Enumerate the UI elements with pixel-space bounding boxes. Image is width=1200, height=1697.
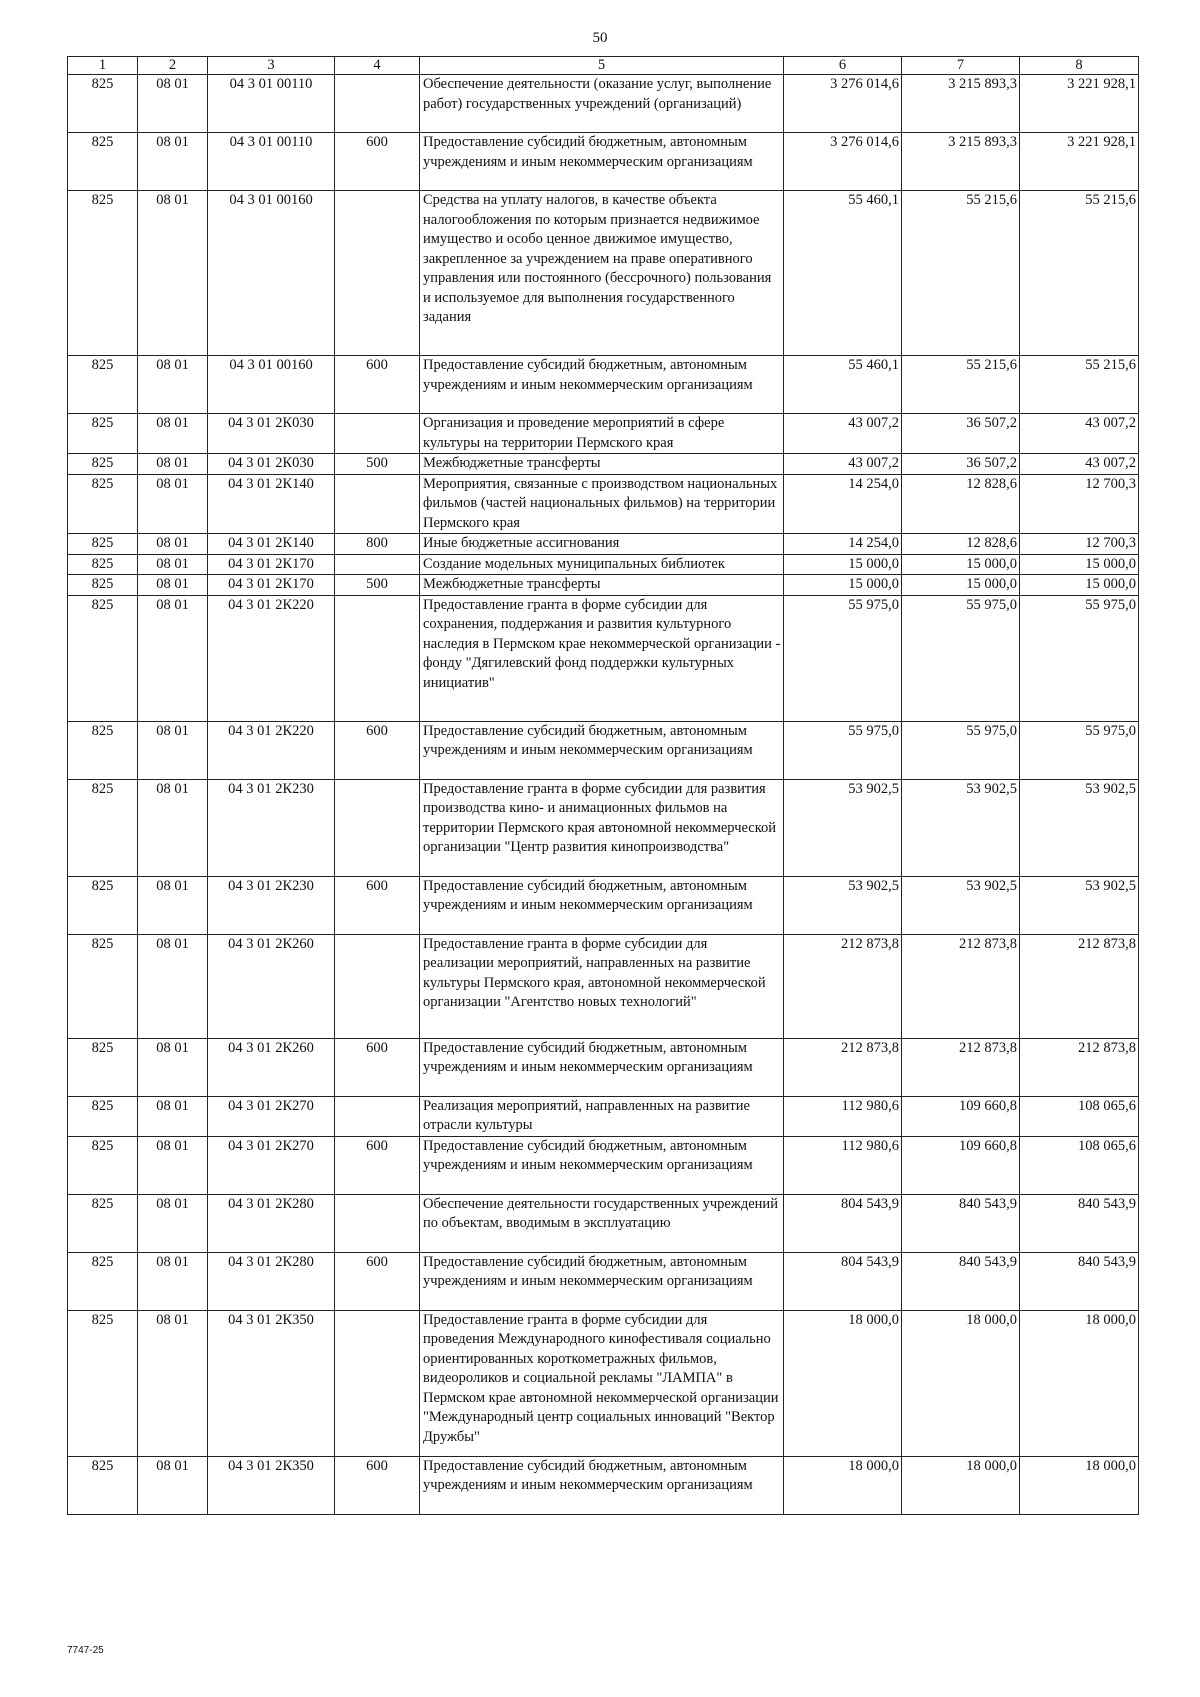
description-cell: Создание модельных муниципальных библиотек xyxy=(420,554,784,575)
expense-type-cell xyxy=(335,191,420,356)
section-code-cell: 08 01 xyxy=(138,474,208,534)
section-code-cell: 08 01 xyxy=(138,1096,208,1136)
amount-col7-cell: 55 975,0 xyxy=(902,595,1020,721)
amount-col8-cell: 108 065,6 xyxy=(1020,1096,1139,1136)
amount-col6-cell: 43 007,2 xyxy=(784,454,902,475)
section-code-cell: 08 01 xyxy=(138,356,208,414)
expense-type-cell: 600 xyxy=(335,356,420,414)
target-article-cell: 04 3 01 2К140 xyxy=(208,534,335,555)
amount-col7-cell: 15 000,0 xyxy=(902,575,1020,596)
description-cell: Обеспечение деятельности государственных учреждений по объектам, вводимым в эксплуатацию xyxy=(420,1194,784,1252)
amount-col6-cell: 18 000,0 xyxy=(784,1310,902,1456)
column-header-5: 5 xyxy=(420,57,784,75)
amount-col7-cell: 55 975,0 xyxy=(902,721,1020,779)
amount-col8-cell: 212 873,8 xyxy=(1020,1038,1139,1096)
amount-col6-cell: 112 980,6 xyxy=(784,1096,902,1136)
expense-type-cell: 500 xyxy=(335,454,420,475)
description-cell: Предоставление гранта в форме субсидии для реализации мероприятий, направленных на развитие культуры Пермского края, автономной некоммерческой организации "Агентство новых технологий" xyxy=(420,934,784,1038)
section-code-cell: 08 01 xyxy=(138,1194,208,1252)
amount-col8-cell: 15 000,0 xyxy=(1020,575,1139,596)
expense-type-cell xyxy=(335,779,420,876)
target-article-cell: 04 3 01 00160 xyxy=(208,356,335,414)
amount-col8-cell: 12 700,3 xyxy=(1020,474,1139,534)
description-cell: Межбюджетные трансферты xyxy=(420,575,784,596)
amount-col7-cell: 36 507,2 xyxy=(902,454,1020,475)
table-row xyxy=(68,356,1139,414)
expense-type-cell xyxy=(335,474,420,534)
description-cell: Иные бюджетные ассигнования xyxy=(420,534,784,555)
table-row xyxy=(68,75,1139,133)
amount-col7-cell: 109 660,8 xyxy=(902,1136,1020,1194)
page-number: 50 xyxy=(592,30,608,46)
admin-code-cell: 825 xyxy=(68,1456,138,1514)
amount-col6-cell: 55 460,1 xyxy=(784,191,902,356)
description-cell: Предоставление субсидий бюджетным, автономным учреждениям и иным некоммерческим организациям xyxy=(420,133,784,191)
table-row xyxy=(68,191,1139,356)
table-row xyxy=(68,1252,1139,1310)
section-code-cell: 08 01 xyxy=(138,1252,208,1310)
target-article-cell: 04 3 01 2К260 xyxy=(208,934,335,1038)
expense-type-cell xyxy=(335,554,420,575)
amount-col8-cell: 840 543,9 xyxy=(1020,1194,1139,1252)
amount-col8-cell: 18 000,0 xyxy=(1020,1310,1139,1456)
admin-code-cell: 825 xyxy=(68,876,138,934)
expense-type-cell: 600 xyxy=(335,1136,420,1194)
table-row xyxy=(68,779,1139,876)
amount-col6-cell: 43 007,2 xyxy=(784,414,902,454)
column-header-1: 1 xyxy=(68,57,138,75)
section-code-cell: 08 01 xyxy=(138,554,208,575)
amount-col6-cell: 3 276 014,6 xyxy=(784,75,902,133)
amount-col8-cell: 108 065,6 xyxy=(1020,1136,1139,1194)
amount-col6-cell: 14 254,0 xyxy=(784,534,902,555)
admin-code-cell: 825 xyxy=(68,191,138,356)
admin-code-cell: 825 xyxy=(68,575,138,596)
description-cell: Мероприятия, связанные с производством национальных фильмов (частей национальных фильмов) на территории Пермского края xyxy=(420,474,784,534)
amount-col7-cell: 12 828,6 xyxy=(902,474,1020,534)
expense-type-cell: 500 xyxy=(335,575,420,596)
target-article-cell: 04 3 01 2К260 xyxy=(208,1038,335,1096)
section-code-cell: 08 01 xyxy=(138,934,208,1038)
column-header-2: 2 xyxy=(138,57,208,75)
expense-type-cell: 600 xyxy=(335,876,420,934)
amount-col7-cell: 840 543,9 xyxy=(902,1194,1020,1252)
column-header-4: 4 xyxy=(335,57,420,75)
section-code-cell: 08 01 xyxy=(138,191,208,356)
target-article-cell: 04 3 01 2К220 xyxy=(208,595,335,721)
amount-col7-cell: 3 215 893,3 xyxy=(902,133,1020,191)
target-article-cell: 04 3 01 00110 xyxy=(208,133,335,191)
budget-table xyxy=(67,56,1139,1515)
section-code-cell: 08 01 xyxy=(138,1310,208,1456)
amount-col6-cell: 55 975,0 xyxy=(784,721,902,779)
description-cell: Предоставление гранта в форме субсидии для сохранения, поддержания и развития культурного наследия в Пермском крае некоммерческой организации - фонду "Дягилевский фонд поддержки культурных инициатив" xyxy=(420,595,784,721)
amount-col6-cell: 804 543,9 xyxy=(784,1194,902,1252)
admin-code-cell: 825 xyxy=(68,1038,138,1096)
amount-col8-cell: 18 000,0 xyxy=(1020,1456,1139,1514)
table-row xyxy=(68,133,1139,191)
amount-col6-cell: 15 000,0 xyxy=(784,575,902,596)
amount-col8-cell: 43 007,2 xyxy=(1020,414,1139,454)
description-cell: Предоставление гранта в форме субсидии для проведения Международного кинофестиваля социально ориентированных короткометражных фильмов, видеороликов и социальной рекламы "ЛАМПА" в Пермском крае автономной некоммерческой организации "Международный центр социальных инноваций "Вектор Дружбы" xyxy=(420,1310,784,1456)
table-row xyxy=(68,575,1139,596)
target-article-cell: 04 3 01 2К280 xyxy=(208,1194,335,1252)
description-cell: Предоставление субсидий бюджетным, автономным учреждениям и иным некоммерческим организациям xyxy=(420,1038,784,1096)
target-article-cell: 04 3 01 2К170 xyxy=(208,554,335,575)
table-row xyxy=(68,414,1139,454)
target-article-cell: 04 3 01 2К350 xyxy=(208,1456,335,1514)
column-header-7: 7 xyxy=(902,57,1020,75)
amount-col7-cell: 109 660,8 xyxy=(902,1096,1020,1136)
description-cell: Предоставление субсидий бюджетным, автономным учреждениям и иным некоммерческим организациям xyxy=(420,1456,784,1514)
expense-type-cell xyxy=(335,1310,420,1456)
table-row xyxy=(68,876,1139,934)
amount-col6-cell: 804 543,9 xyxy=(784,1252,902,1310)
amount-col8-cell: 55 975,0 xyxy=(1020,721,1139,779)
section-code-cell: 08 01 xyxy=(138,133,208,191)
target-article-cell: 04 3 01 2К230 xyxy=(208,779,335,876)
column-header-6: 6 xyxy=(784,57,902,75)
amount-col8-cell: 212 873,8 xyxy=(1020,934,1139,1038)
amount-col8-cell: 53 902,5 xyxy=(1020,876,1139,934)
amount-col7-cell: 15 000,0 xyxy=(902,554,1020,575)
section-code-cell: 08 01 xyxy=(138,1136,208,1194)
table-row xyxy=(68,534,1139,555)
amount-col6-cell: 14 254,0 xyxy=(784,474,902,534)
amount-col8-cell: 55 215,6 xyxy=(1020,356,1139,414)
amount-col7-cell: 18 000,0 xyxy=(902,1456,1020,1514)
admin-code-cell: 825 xyxy=(68,554,138,575)
description-cell: Предоставление субсидий бюджетным, автономным учреждениям и иным некоммерческим организациям xyxy=(420,356,784,414)
table-body xyxy=(68,75,1139,1515)
amount-col7-cell: 212 873,8 xyxy=(902,1038,1020,1096)
amount-col6-cell: 15 000,0 xyxy=(784,554,902,575)
amount-col7-cell: 55 215,6 xyxy=(902,356,1020,414)
amount-col7-cell: 18 000,0 xyxy=(902,1310,1020,1456)
table-row xyxy=(68,1310,1139,1456)
table-row xyxy=(68,1456,1139,1514)
description-cell: Организация и проведение мероприятий в сфере культуры на территории Пермского края xyxy=(420,414,784,454)
admin-code-cell: 825 xyxy=(68,779,138,876)
section-code-cell: 08 01 xyxy=(138,721,208,779)
description-cell: Предоставление субсидий бюджетным, автономным учреждениям и иным некоммерческим организациям xyxy=(420,1252,784,1310)
admin-code-cell: 825 xyxy=(68,1096,138,1136)
amount-col8-cell: 53 902,5 xyxy=(1020,779,1139,876)
target-article-cell: 04 3 01 00110 xyxy=(208,75,335,133)
admin-code-cell: 825 xyxy=(68,133,138,191)
section-code-cell: 08 01 xyxy=(138,779,208,876)
description-cell: Предоставление субсидий бюджетным, автономным учреждениям и иным некоммерческим организациям xyxy=(420,1136,784,1194)
target-article-cell: 04 3 01 00160 xyxy=(208,191,335,356)
target-article-cell: 04 3 01 2К230 xyxy=(208,876,335,934)
table-row xyxy=(68,1136,1139,1194)
section-code-cell: 08 01 xyxy=(138,534,208,555)
amount-col8-cell: 43 007,2 xyxy=(1020,454,1139,475)
expense-type-cell xyxy=(335,414,420,454)
table-row xyxy=(68,454,1139,475)
section-code-cell: 08 01 xyxy=(138,414,208,454)
target-article-cell: 04 3 01 2К350 xyxy=(208,1310,335,1456)
amount-col6-cell: 212 873,8 xyxy=(784,934,902,1038)
description-cell: Межбюджетные трансферты xyxy=(420,454,784,475)
section-code-cell: 08 01 xyxy=(138,876,208,934)
amount-col8-cell: 840 543,9 xyxy=(1020,1252,1139,1310)
table-row xyxy=(68,1194,1139,1252)
admin-code-cell: 825 xyxy=(68,356,138,414)
amount-col7-cell: 55 215,6 xyxy=(902,191,1020,356)
amount-col6-cell: 55 975,0 xyxy=(784,595,902,721)
amount-col8-cell: 55 215,6 xyxy=(1020,191,1139,356)
table-row xyxy=(68,554,1139,575)
description-cell: Обеспечение деятельности (оказание услуг, выполнение работ) государственных учреждений (организаций) xyxy=(420,75,784,133)
admin-code-cell: 825 xyxy=(68,1194,138,1252)
section-code-cell: 08 01 xyxy=(138,75,208,133)
expense-type-cell: 600 xyxy=(335,1456,420,1514)
description-cell: Предоставление гранта в форме субсидии для развития производства кино- и анимационных фильмов на территории Пермского края автономной некоммерческой организации "Центр развития кинопроизводства" xyxy=(420,779,784,876)
amount-col6-cell: 55 460,1 xyxy=(784,356,902,414)
target-article-cell: 04 3 01 2К030 xyxy=(208,414,335,454)
target-article-cell: 04 3 01 2К170 xyxy=(208,575,335,596)
admin-code-cell: 825 xyxy=(68,454,138,475)
table-row xyxy=(68,474,1139,534)
section-code-cell: 08 01 xyxy=(138,575,208,596)
target-article-cell: 04 3 01 2К270 xyxy=(208,1136,335,1194)
expense-type-cell xyxy=(335,75,420,133)
section-code-cell: 08 01 xyxy=(138,1038,208,1096)
section-code-cell: 08 01 xyxy=(138,1456,208,1514)
table-row xyxy=(68,1096,1139,1136)
table-row xyxy=(68,934,1139,1038)
target-article-cell: 04 3 01 2К220 xyxy=(208,721,335,779)
header-row xyxy=(68,57,1139,75)
amount-col6-cell: 53 902,5 xyxy=(784,876,902,934)
description-cell: Предоставление субсидий бюджетным, автономным учреждениям и иным некоммерческим организациям xyxy=(420,876,784,934)
amount-col7-cell: 53 902,5 xyxy=(902,876,1020,934)
document-code: 7747-25 xyxy=(67,1645,104,1656)
admin-code-cell: 825 xyxy=(68,1310,138,1456)
target-article-cell: 04 3 01 2К140 xyxy=(208,474,335,534)
admin-code-cell: 825 xyxy=(68,474,138,534)
amount-col7-cell: 12 828,6 xyxy=(902,534,1020,555)
amount-col7-cell: 212 873,8 xyxy=(902,934,1020,1038)
expense-type-cell: 600 xyxy=(335,1252,420,1310)
target-article-cell: 04 3 01 2К270 xyxy=(208,1096,335,1136)
amount-col6-cell: 53 902,5 xyxy=(784,779,902,876)
expense-type-cell: 600 xyxy=(335,133,420,191)
expense-type-cell xyxy=(335,934,420,1038)
description-cell: Предоставление субсидий бюджетным, автономным учреждениям и иным некоммерческим организациям xyxy=(420,721,784,779)
expense-type-cell: 600 xyxy=(335,721,420,779)
expense-type-cell: 800 xyxy=(335,534,420,555)
column-header-3: 3 xyxy=(208,57,335,75)
admin-code-cell: 825 xyxy=(68,934,138,1038)
expense-type-cell xyxy=(335,1194,420,1252)
admin-code-cell: 825 xyxy=(68,1252,138,1310)
description-cell: Реализация мероприятий, направленных на развитие отрасли культуры xyxy=(420,1096,784,1136)
table-row xyxy=(68,721,1139,779)
amount-col7-cell: 3 215 893,3 xyxy=(902,75,1020,133)
amount-col7-cell: 36 507,2 xyxy=(902,414,1020,454)
amount-col7-cell: 840 543,9 xyxy=(902,1252,1020,1310)
section-code-cell: 08 01 xyxy=(138,454,208,475)
description-cell: Средства на уплату налогов, в качестве объекта налогообложения по которым признается недвижимое имущество и особо ценное движимое имущество, закрепленное за учреждением на праве оперативного управления или постоянного (бессрочного) пользования и используемое для выполнения государственного задания xyxy=(420,191,784,356)
amount-col8-cell: 55 975,0 xyxy=(1020,595,1139,721)
admin-code-cell: 825 xyxy=(68,1136,138,1194)
section-code-cell: 08 01 xyxy=(138,595,208,721)
amount-col8-cell: 3 221 928,1 xyxy=(1020,75,1139,133)
amount-col8-cell: 15 000,0 xyxy=(1020,554,1139,575)
amount-col8-cell: 3 221 928,1 xyxy=(1020,133,1139,191)
amount-col8-cell: 12 700,3 xyxy=(1020,534,1139,555)
expense-type-cell xyxy=(335,595,420,721)
expense-type-cell xyxy=(335,1096,420,1136)
target-article-cell: 04 3 01 2К280 xyxy=(208,1252,335,1310)
table-row xyxy=(68,1038,1139,1096)
amount-col6-cell: 18 000,0 xyxy=(784,1456,902,1514)
admin-code-cell: 825 xyxy=(68,595,138,721)
admin-code-cell: 825 xyxy=(68,414,138,454)
amount-col6-cell: 212 873,8 xyxy=(784,1038,902,1096)
amount-col7-cell: 53 902,5 xyxy=(902,779,1020,876)
target-article-cell: 04 3 01 2К030 xyxy=(208,454,335,475)
admin-code-cell: 825 xyxy=(68,75,138,133)
admin-code-cell: 825 xyxy=(68,534,138,555)
amount-col6-cell: 3 276 014,6 xyxy=(784,133,902,191)
expense-type-cell: 600 xyxy=(335,1038,420,1096)
admin-code-cell: 825 xyxy=(68,721,138,779)
table-row xyxy=(68,595,1139,721)
amount-col6-cell: 112 980,6 xyxy=(784,1136,902,1194)
column-header-8: 8 xyxy=(1020,57,1139,75)
